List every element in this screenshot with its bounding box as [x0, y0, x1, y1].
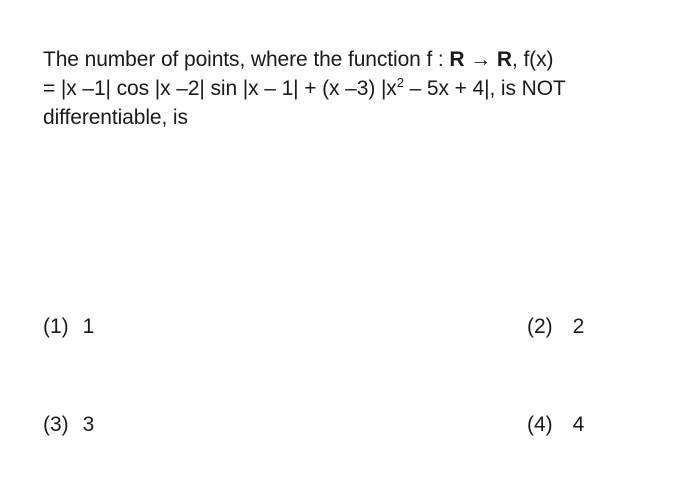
question-line-2-end: – 5x + 4|, is NOT: [403, 77, 566, 100]
option-1[interactable]: [43, 314, 94, 340]
domain-set: R: [449, 48, 465, 71]
codomain-set: R: [496, 48, 512, 71]
question-line-2-start: = |x –1| cos |x –2| sin |x – 1| + (x –3) |x: [43, 77, 397, 100]
question-line-1-start: The number of points, where the function f :: [43, 48, 450, 71]
question-text: [43, 45, 668, 132]
question-line-1: [43, 45, 668, 74]
option-3-value: 3: [82, 413, 95, 436]
option-3[interactable]: [43, 412, 94, 438]
option-1-value: 1: [82, 315, 95, 338]
option-4-value: 4: [572, 413, 585, 436]
option-3-number: (3): [43, 413, 69, 436]
option-2[interactable]: [527, 314, 584, 340]
option-2-number: (2): [527, 315, 553, 338]
option-4[interactable]: [527, 412, 584, 438]
question-line-3: differentiable, is: [43, 106, 188, 129]
exponent: 2: [396, 75, 404, 90]
option-4-number: (4): [527, 413, 553, 436]
question-line-2: [43, 74, 668, 103]
option-2-value: 2: [572, 315, 585, 338]
maps-to-arrow: →: [470, 48, 492, 71]
question-line-1-end: , f(x): [511, 48, 554, 71]
option-1-number: (1): [43, 315, 69, 338]
